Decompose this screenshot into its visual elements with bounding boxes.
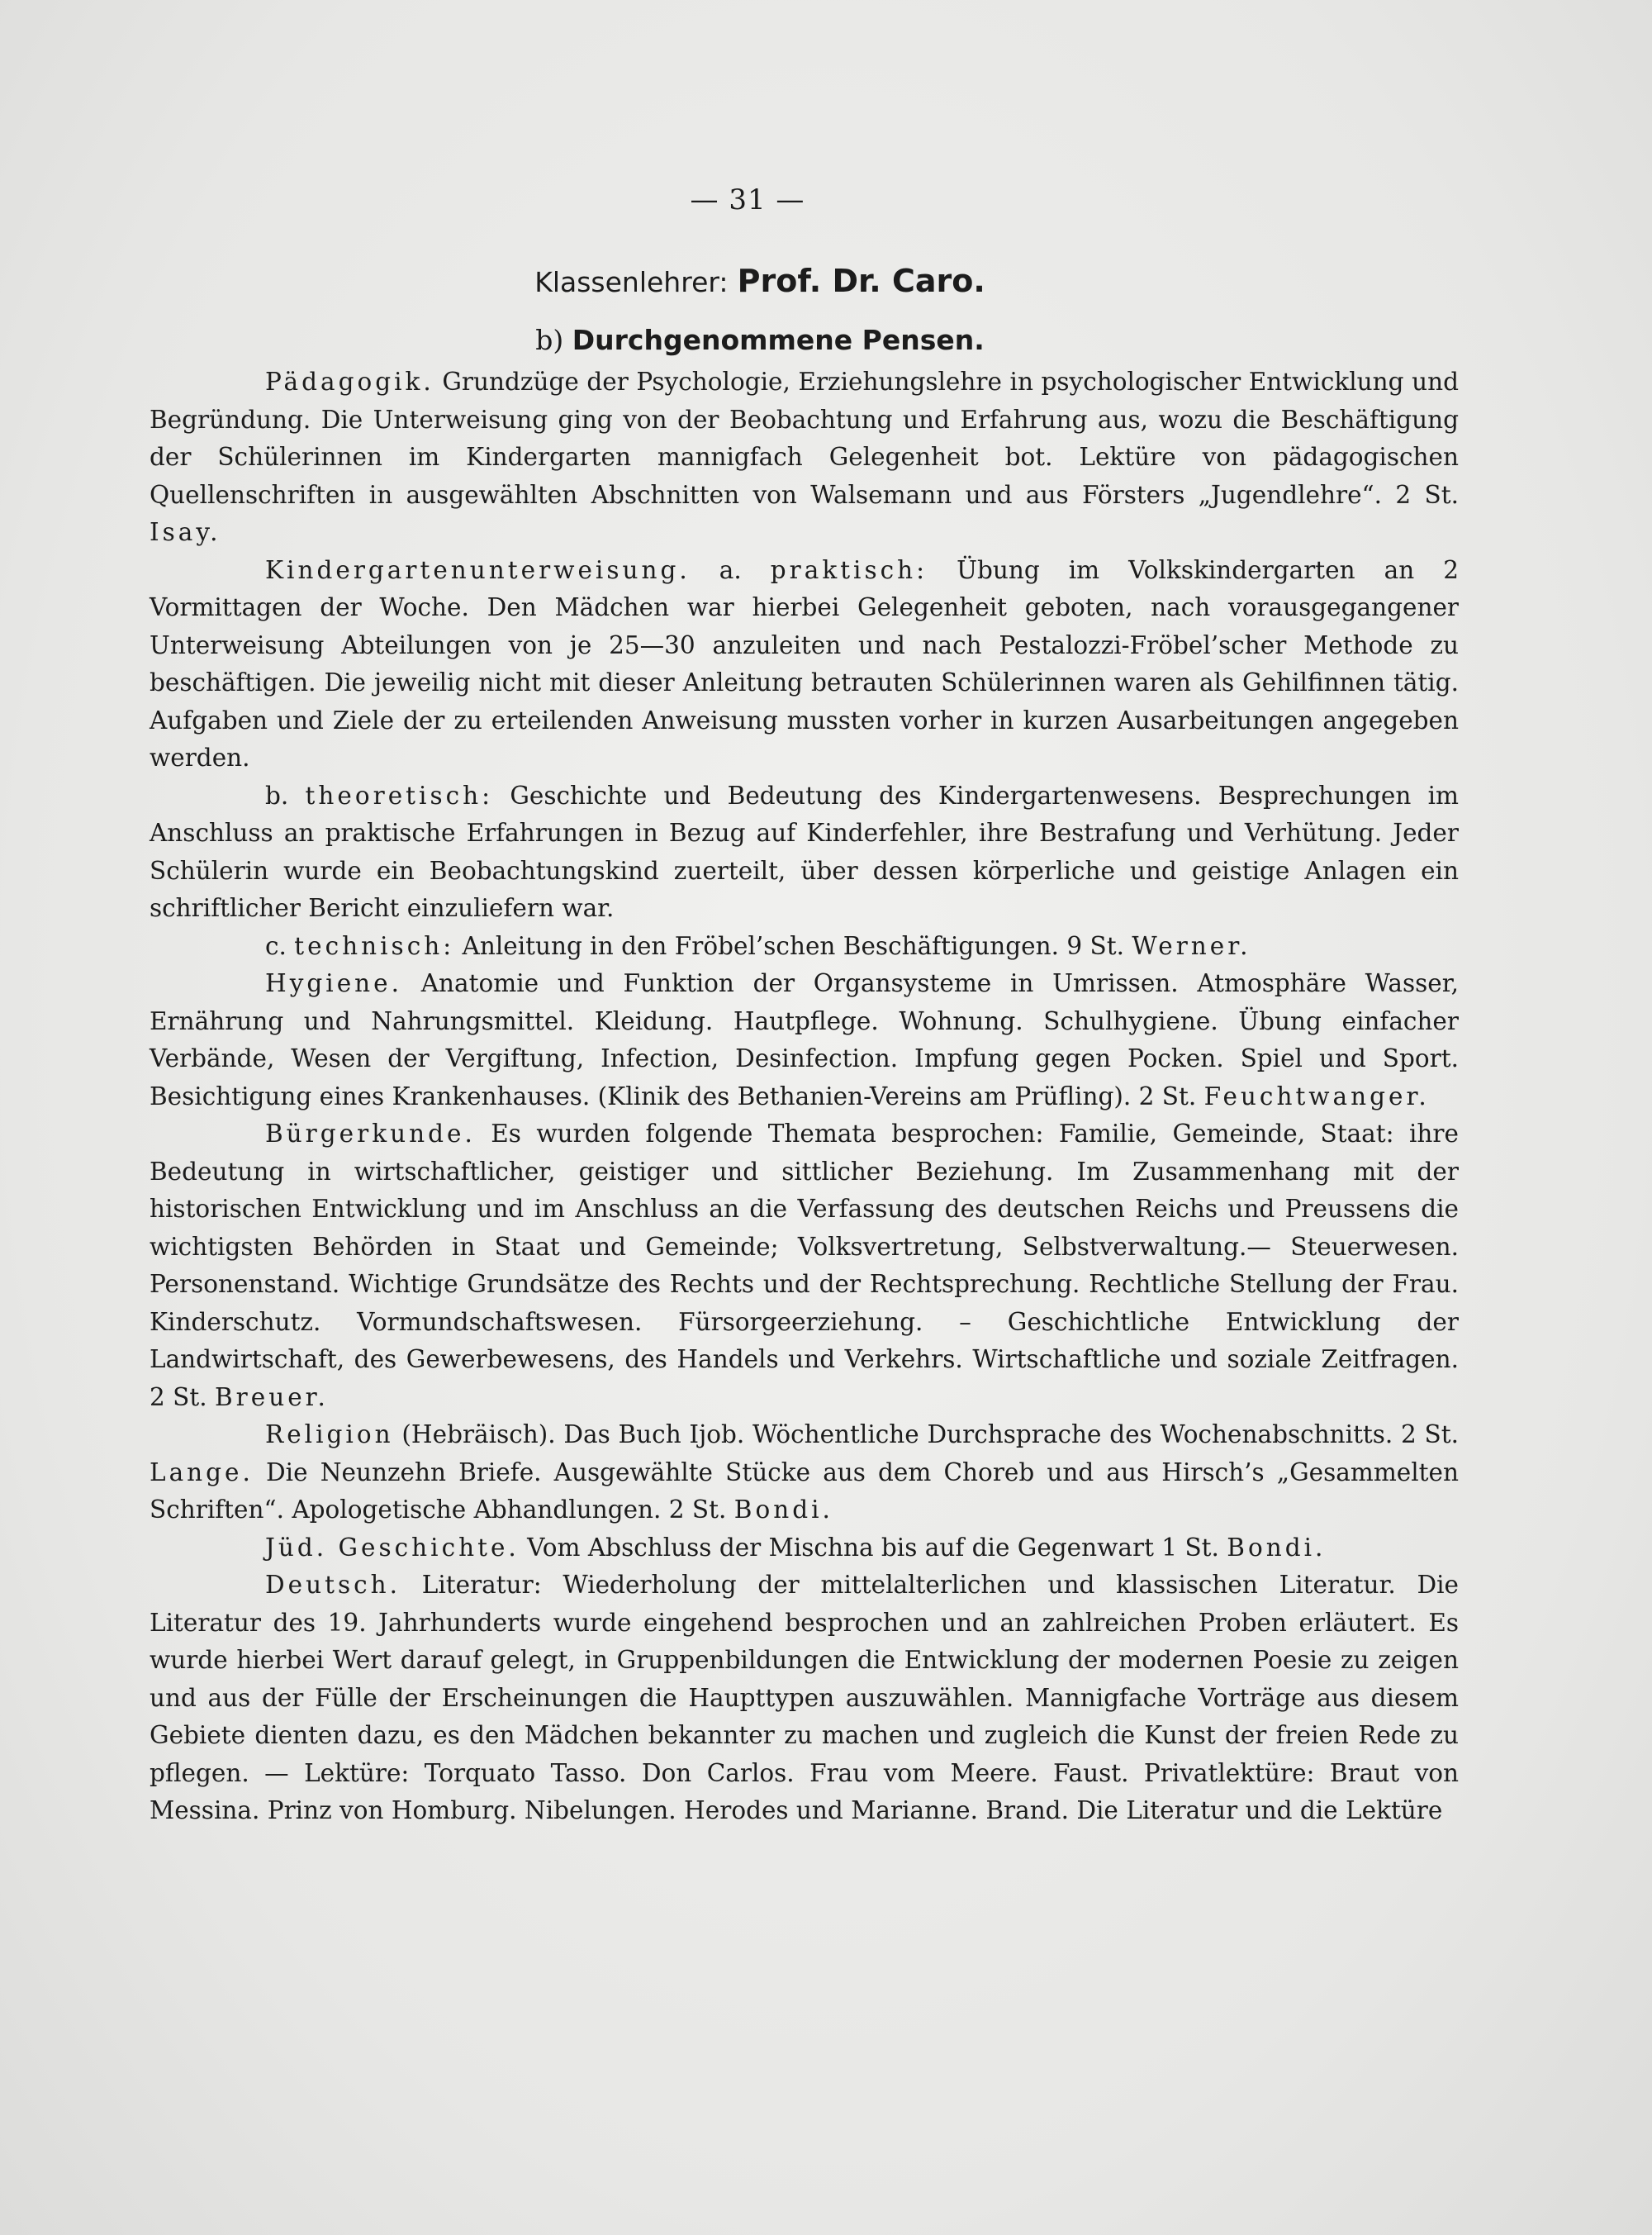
page-number: — 31 — [690, 183, 805, 216]
section-heading [0, 324, 1520, 356]
paragraph-buergerkunde [150, 1115, 1459, 1416]
class-teacher-label: Klassenlehrer: [534, 266, 729, 298]
teacher-name: Bondi. [733, 1496, 833, 1524]
class-teacher-line [0, 263, 1520, 299]
paragraph-text: Grundzüge der Psychologie, Erziehungslehre in psychologischer Entwicklung und Begründung. Die Unterweisung ging von der Beobachtung und Erfahrung aus, wozu die Beschäftigung der Schülerinnen im Kindergarten mannigfach Gelegenheit bot. Lektüre von pädagogischen Quellenschriften in ausgewählten Abschnitten von Walsemann und aus Försters „Jugendlehre“. 2 St. [150, 368, 1459, 509]
teacher-name: Bondi. [1227, 1533, 1327, 1562]
paragraph-text: Die Neunzehn Briefe. Ausgewählte Stücke aus dem Choreb und aus Hirsch’s „Gesammelten Schriften“. Apologetische Abhandlungen. 2 St. [150, 1458, 1459, 1524]
class-teacher-name: Prof. Dr. Caro. [737, 263, 985, 299]
teacher-name: Feuchtwanger. [1203, 1082, 1430, 1110]
teacher-name: Isay. [150, 518, 221, 546]
item-prefix: c. [265, 931, 295, 960]
section-marker: b) [535, 324, 564, 356]
paragraph-text: (Hebräisch). Das Buch Ijob. Wöchentliche Durchsprache des Wochenabschnitts. 2 St. [393, 1420, 1459, 1448]
paragraph-deutsch [150, 1567, 1459, 1830]
subject-heading: Religion [265, 1420, 394, 1448]
paragraph-religion [150, 1416, 1459, 1529]
subject-heading: Pädagogik. [265, 368, 434, 396]
paragraph-paedagogik [150, 364, 1459, 552]
paragraph-text: Es wurden folgende Themata besprochen: Familie, Gemeinde, Staat: ihre Bedeutung in wirtschaftlicher, geistiger und sittlicher Beziehung. Im Zusammenhang mit der historischen Entwicklung und im Anschluss an die Verfassung des deutschen Reichs und Preussens die wichtigsten Behörden in Staat und Gemeinde; Volksvertretung, Selbstverwaltung.— Steuerwesen. Personenstand. Wichtige Grundsätze des Rechts und der Rechtsprechung. Rechtliche Stellung der Frau. Kinderschutz. Vormundschaftswesen. Fürsorgeerziehung. – Geschichtliche Entwicklung der Landwirtschaft, des Gewerbewesens, des Handels und Verkehrs. Wirtschaftliche und soziale Zeitfragen. 2 St. [150, 1120, 1459, 1411]
paragraph-hygiene [150, 965, 1459, 1115]
item-prefix: b. [265, 781, 306, 810]
subheading-technisch: technisch: [294, 931, 455, 960]
subject-heading: Kindergartenunterweisung. [265, 555, 691, 584]
paragraph-theoretisch [150, 777, 1459, 928]
subject-heading: Hygiene. [265, 969, 403, 997]
body-text [150, 364, 1459, 1830]
subheading-praktisch: praktisch: [770, 555, 928, 584]
teacher-name: Breuer. [214, 1382, 329, 1411]
subheading-theoretisch: theoretisch: [305, 781, 494, 810]
paragraph-text: Übung im Volkskindergarten an 2 Vormittagen der Woche. Den Mädchen war hierbei Gelegenheit geboten, nach vorausgegangener Unterweisung Abteilungen von je 25—30 anzuleiten und nach Pestalozzi-Fröbel’scher Methode zu beschäftigen. Die jeweilig nicht mit dieser Anleitung betrauten Schülerinnen waren als Gehilfinnen tätig. Aufgaben und Ziele der zu erteilenden Anweisung mussten vorher in kurzen Ausarbeitungen angegeben werden. [150, 555, 1459, 772]
paragraph-kindergartenunterweisung [150, 552, 1459, 777]
paragraph-text: Anleitung in den Fröbel’schen Beschäftigungen. 9 St. [454, 931, 1132, 960]
teacher-name: Lange. [150, 1458, 254, 1486]
subject-heading: Jüd. Geschichte. [265, 1533, 520, 1562]
paragraph-text: Geschichte und Bedeutung des Kindergartenwesens. Besprechungen im Anschluss an praktische Erfahrungen in Bezug auf Kinderfehler, ihre Bestrafung und Verhütung. Jeder Schülerin wurde ein Beobachtungskind zuerteilt, über dessen körperliche und geistige Anlagen ein schriftlicher Bericht einzuliefern war. [150, 781, 1459, 922]
paragraph-technisch [150, 928, 1459, 966]
subject-heading: Bürgerkunde. [265, 1120, 476, 1148]
paragraph-juedische-geschichte [150, 1529, 1459, 1567]
teacher-name: Werner. [1132, 931, 1251, 960]
paragraph-text: Vom Abschluss der Mischna bis auf die Gegenwart 1 St. [519, 1533, 1227, 1562]
paragraph-text: a. [690, 555, 771, 584]
paragraph-text: Anatomie und Funktion der Organsysteme in Umrissen. Atmosphäre Wasser, Ernährung und Nahrungsmittel. Kleidung. Hautpflege. Wohnung. Schulhygiene. Übung einfacher Verbände, Wesen der Vergiftung, Infection, Desinfection. Impfung gegen Pocken. Spiel und Sport. Besichtigung eines Krankenhauses. (Klinik des Bethanien-Vereins am Prüfling). 2 St. [150, 969, 1459, 1110]
section-title: Durchgenommene Pensen. [572, 324, 985, 356]
subject-heading: Deutsch. [265, 1571, 401, 1599]
paragraph-text: Literatur: Wiederholung der mittelalterlichen und klassischen Literatur. Die Literatur des 19. Jahrhunderts wurde eingehend besprochen und an zahlreichen Proben erläutert. Es wurde hierbei Wert darauf gelegt, in Gruppenbildungen die Entwicklung der modernen Poesie zu zeigen und aus der Fülle der Erscheinungen die Haupttypen auszuwählen. Mannigfache Vorträge aus diesem Gebiete dienten dazu, es den Mädchen bekannter zu machen und zugleich die Kunst der freien Rede zu pflegen. — Lektüre: Torquato Tasso. Don Carlos. Frau vom Meere. Faust. Privatlektüre: Braut von Messina. Prinz von Homburg. Nibelungen. Herodes und Marianne. Brand. Die Literatur und die Lektüre [150, 1571, 1459, 1824]
